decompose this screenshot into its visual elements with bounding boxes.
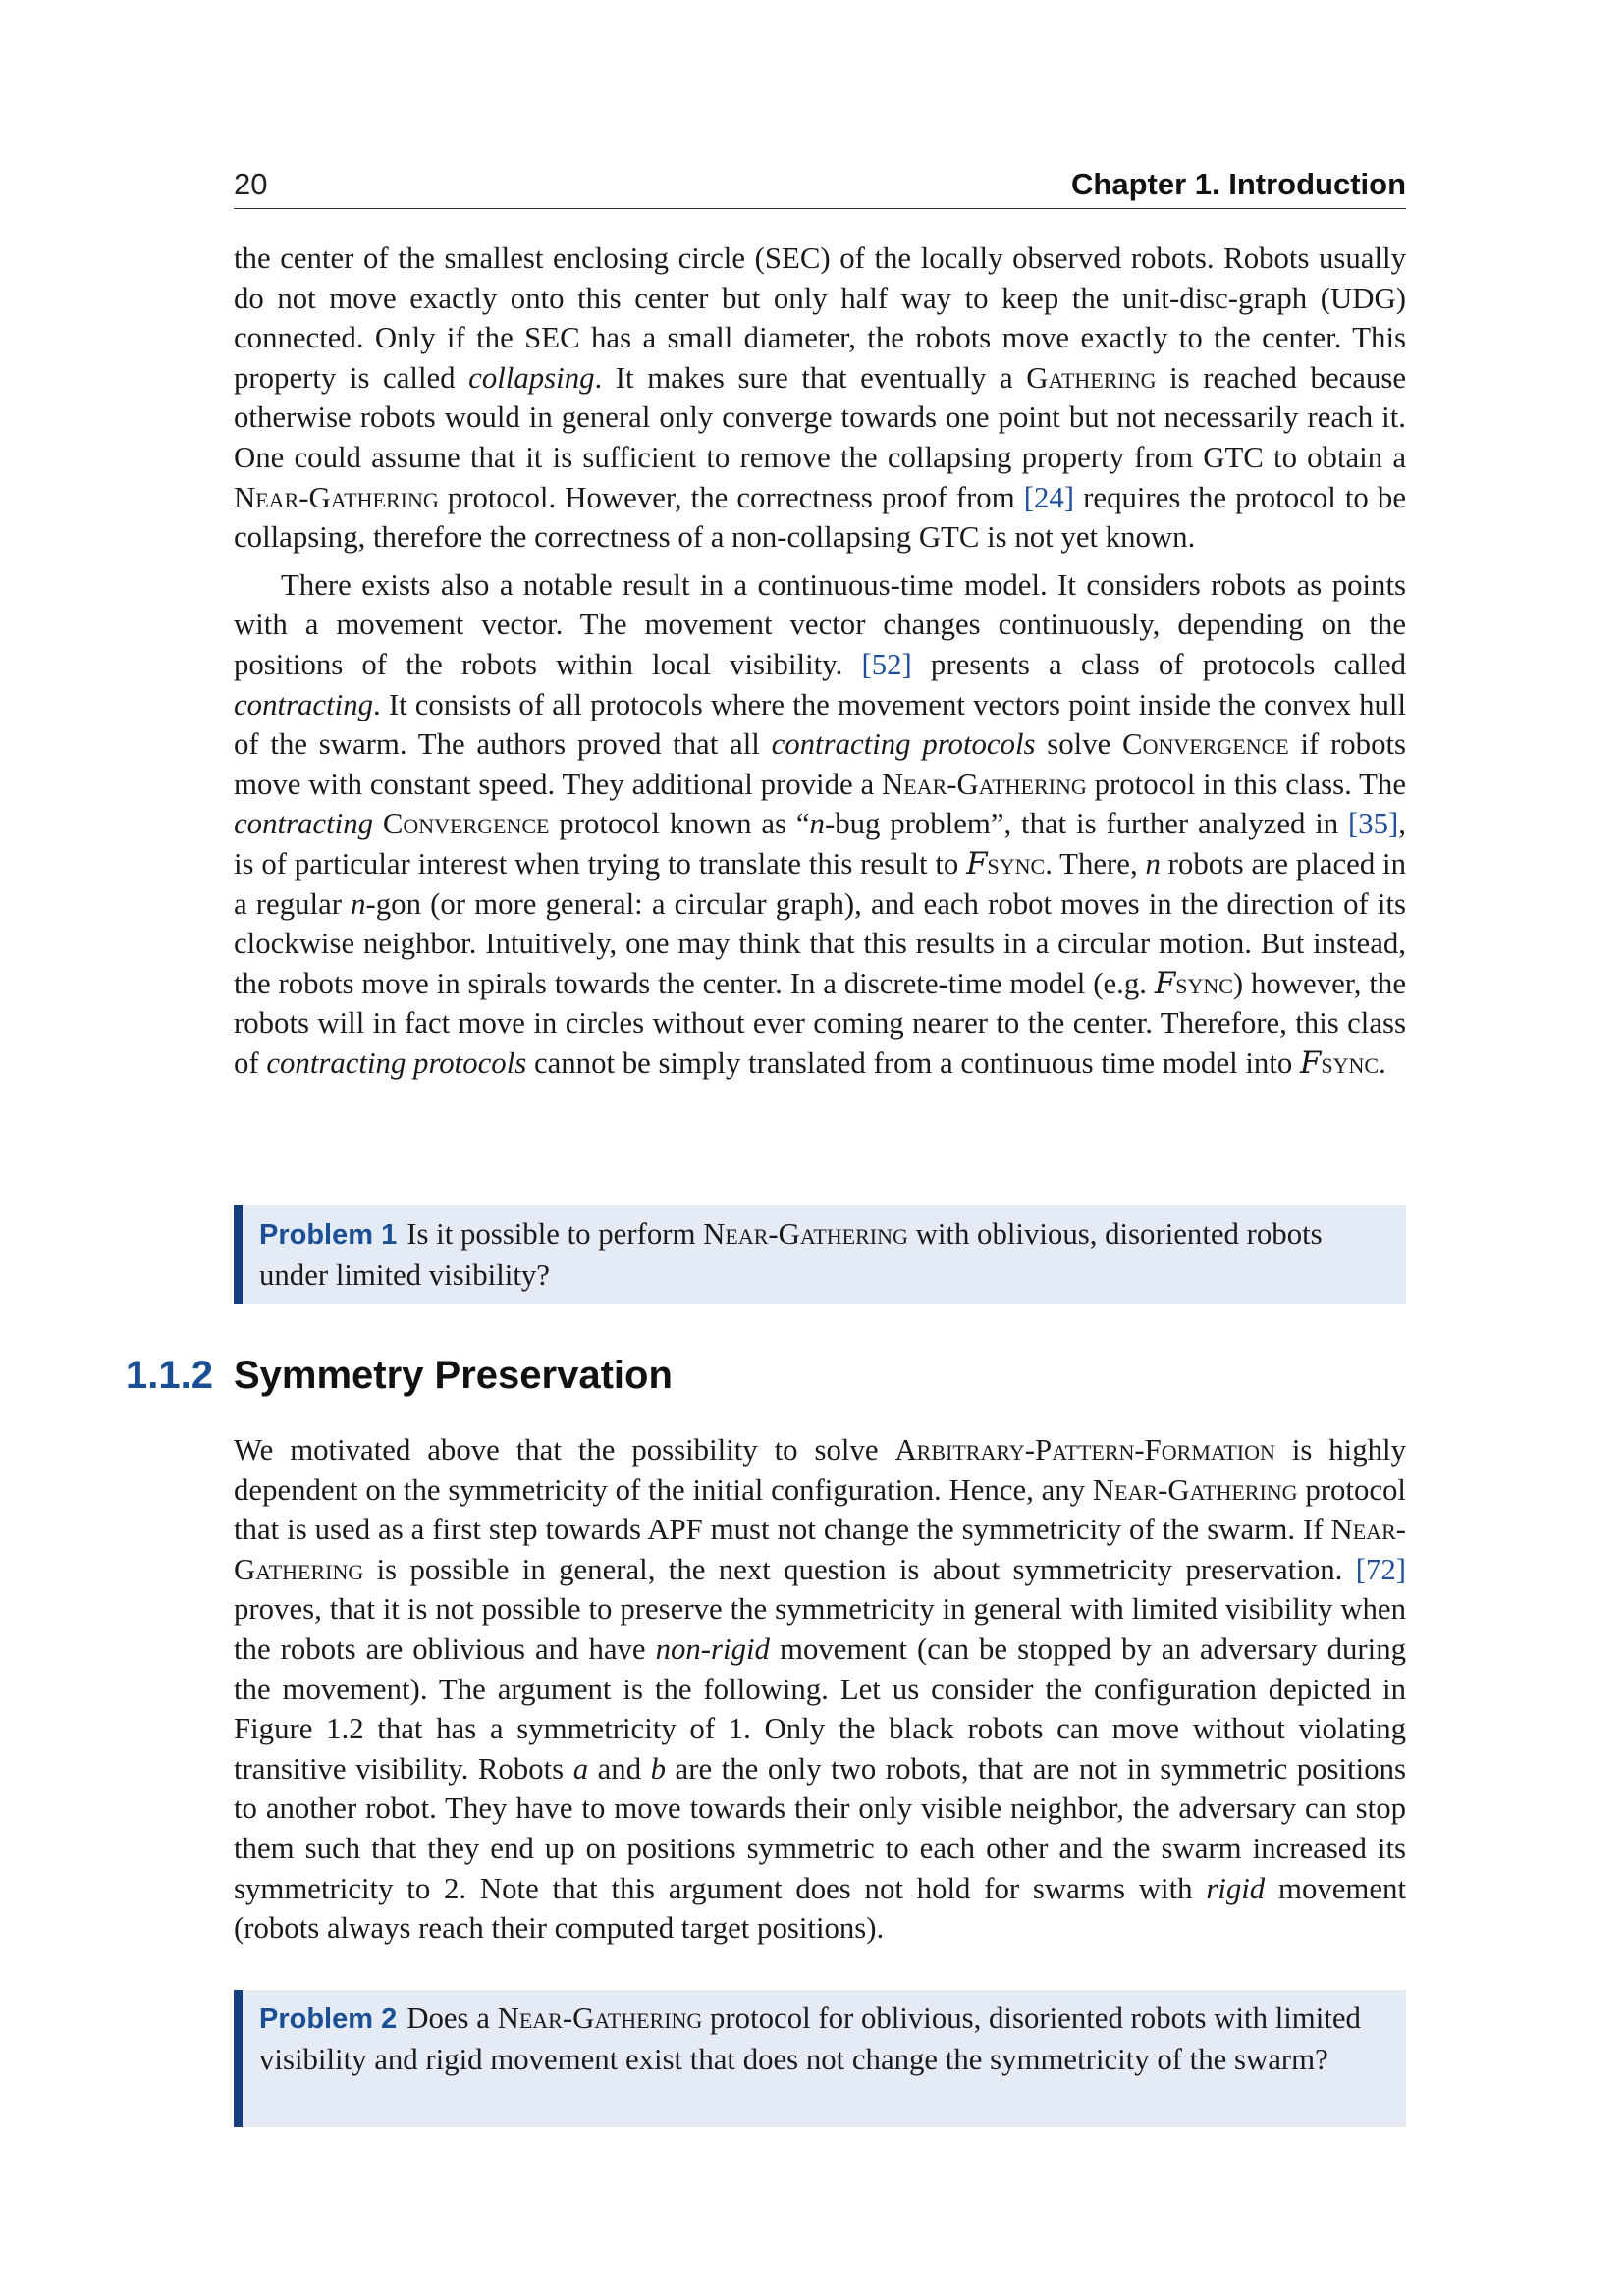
emphasis: contracting bbox=[234, 687, 373, 721]
text-run: There exists also a notable result in a continuous-time model. It considers robots as points with a movement vector. The movement vector changes continuously, depending on the positions of the robots within local visibility. bbox=[234, 567, 1406, 681]
citation-link[interactable]: [24] bbox=[1023, 480, 1075, 514]
citation-link[interactable]: [72] bbox=[1355, 1552, 1406, 1586]
text-run: requires the protocol to be collapsing, therefore the correctness of a non-collapsing bbox=[234, 480, 1406, 555]
text-run: presents a class of protocols called bbox=[911, 647, 1407, 681]
problem-name: Convergence bbox=[382, 807, 550, 841]
text-run: is highly dependent on the symmetricity of the initial configuration. Hence, any bbox=[234, 1433, 1406, 1507]
text-run: We motivated above that the possibility to solve bbox=[234, 1433, 895, 1467]
text-run: is reached because otherwise robots would in general only converge towards one point but not necessarily reach it. One could assume that it is sufficient to remove the collapsing property from bbox=[234, 360, 1407, 474]
text-run: . It consists of all protocols where the movement vectors point inside the convex hull of the swarm. The authors proved that all bbox=[234, 687, 1406, 762]
text-run: . There, bbox=[1045, 846, 1146, 881]
text-run: . bbox=[1379, 1045, 1386, 1080]
text-run: the center of the smallest enclosing circle (SEC) of the locally observed robots. Robots usually do not move exactly onto this center but only half way to keep the unit-disc-graph (UDG) connected. Only if the SEC has a small diameter, the robots move exactly to the center. This property is called bbox=[234, 241, 1406, 395]
problem-name: Near-Gathering bbox=[703, 1217, 908, 1251]
problem-name: Near-Gathering bbox=[882, 767, 1087, 801]
text-run: ) however, the robots will in fact move in circles without ever coming nearer to the center. Therefore, this class of bbox=[234, 966, 1407, 1080]
problem-name: Near-Gathering bbox=[234, 480, 439, 514]
math-variable: n bbox=[1145, 846, 1161, 881]
section-title: Symmetry Preservation bbox=[234, 1354, 673, 1397]
text-run: Is it possible to perform bbox=[406, 1217, 704, 1251]
text-run: solve bbox=[1035, 727, 1123, 762]
text-run: proves, that it is not possible to preserve the symmetricity in general with limited visibility when the robots are oblivious and have bbox=[234, 1592, 1406, 1666]
model-name: sync bbox=[1175, 966, 1233, 1000]
text-run: is not yet known. bbox=[979, 520, 1196, 555]
text-run: movement (can be stopped by an adversary during the movement). The argument is the following. Let us consider the configuration depicted in Figure 1.2 that has a symmetricity of 1. Only the black robots can move without violating transitive visibility. Robots bbox=[234, 1631, 1406, 1786]
model-name: sync bbox=[987, 846, 1046, 881]
problem-name: Near-Gathering bbox=[234, 1513, 1406, 1586]
emphasis: rigid bbox=[1206, 1871, 1266, 1905]
text-run: with oblivious, disoriented robots under limited visibility? bbox=[259, 1217, 1323, 1292]
math-variable: n bbox=[351, 886, 366, 921]
emphasis: contracting bbox=[234, 807, 373, 841]
text-run bbox=[373, 807, 383, 840]
calligraphic-symbol: F bbox=[1299, 1044, 1322, 1081]
calligraphic-symbol: F bbox=[966, 845, 988, 881]
text-run: movement (robots always reach their computed target positions). bbox=[234, 1871, 1406, 1946]
text-run: and bbox=[588, 1751, 651, 1786]
body-text-lower bbox=[234, 1430, 1406, 1949]
text-run: if robots move with constant speed. They additional provide a bbox=[234, 727, 1407, 801]
text-run: protocol. However, the correctness proof from bbox=[438, 480, 1024, 514]
problem-name: Near-Gathering bbox=[1092, 1472, 1298, 1507]
text-run: Does a bbox=[406, 2002, 498, 2035]
citation-link[interactable]: [35] bbox=[1347, 807, 1399, 841]
running-header bbox=[234, 165, 1406, 209]
model-name: sync bbox=[1321, 1045, 1380, 1080]
text-run: -gon (or more general: a circular graph), and each robot moves in the direction of its clockwise neighbor. Intuitively, one may think that this results in a circular motion. But instead, the robots move in spirals towards the center. In a discrete-time model (e.g. bbox=[234, 886, 1406, 1000]
emphasis: collapsing bbox=[468, 360, 595, 395]
problem-name: Convergence bbox=[1122, 727, 1289, 762]
section-heading bbox=[126, 1351, 673, 1400]
problem-name: Gathering bbox=[1026, 360, 1157, 395]
emphasis: contracting protocols bbox=[771, 727, 1036, 762]
text-run: to obtain a bbox=[1263, 440, 1406, 474]
text-run: cannot be simply translated from a continuous time model into bbox=[526, 1045, 1300, 1080]
text-run: protocol known as “ bbox=[549, 807, 810, 841]
paragraph-continuous-time bbox=[234, 565, 1406, 1084]
paragraph-gtc bbox=[234, 239, 1406, 558]
paragraph-symmetry bbox=[234, 1430, 1406, 1949]
protocol-name: GTC bbox=[918, 520, 980, 555]
problem-label: Problem 1 bbox=[259, 1219, 398, 1251]
body-text-upper bbox=[234, 239, 1406, 1083]
problem-box-2 bbox=[234, 1990, 1406, 2127]
citation-link[interactable]: [52] bbox=[861, 647, 912, 681]
text-run: -bug problem”, that is further analyzed in bbox=[824, 807, 1348, 841]
emphasis: contracting protocols bbox=[266, 1045, 527, 1080]
text-run: robots are placed in a regular bbox=[234, 846, 1406, 921]
text-run: , is of particular interest when trying to translate this result to bbox=[234, 807, 1406, 881]
problem-name: Arbitrary-Pattern-Formation bbox=[894, 1433, 1275, 1467]
text-run: protocol in this class. The bbox=[1086, 767, 1406, 801]
text-run: protocol for oblivious, disoriented robots with limited visibility and rigid movement exist that does not change the symmetricity of the swarm? bbox=[259, 2002, 1361, 2076]
page-number: 20 bbox=[234, 167, 268, 201]
math-variable: n bbox=[809, 807, 825, 841]
protocol-name: GTC bbox=[1203, 440, 1264, 474]
math-variable: b bbox=[650, 1751, 667, 1786]
text-run: protocol that is used as a first step towards APF must not change the symmetricity of the swarm. If bbox=[234, 1472, 1406, 1547]
emphasis: non-rigid bbox=[655, 1631, 770, 1666]
calligraphic-symbol: F bbox=[1154, 965, 1176, 1001]
text-run: are the only two robots, that are not in symmetric positions to another robot. They have to move towards their only visible neighbor, the adversary can stop them such that they end up on positions symmetric to each other and the swarm increased its symmetricity to 2. Note that this argument does not hold for swarms with bbox=[234, 1751, 1406, 1905]
section-number: 1.1.2 bbox=[126, 1354, 213, 1397]
text-run: . It makes sure that eventually a bbox=[594, 360, 1027, 395]
problem-name: Near-Gathering bbox=[497, 2002, 703, 2035]
problem-box-1 bbox=[234, 1205, 1406, 1304]
chapter-title: Chapter 1. Introduction bbox=[1071, 167, 1406, 201]
problem-label: Problem 2 bbox=[259, 2003, 398, 2035]
text-run: is possible in general, the next question is about symmetricity preservation. bbox=[363, 1552, 1356, 1586]
math-variable: a bbox=[572, 1751, 589, 1786]
